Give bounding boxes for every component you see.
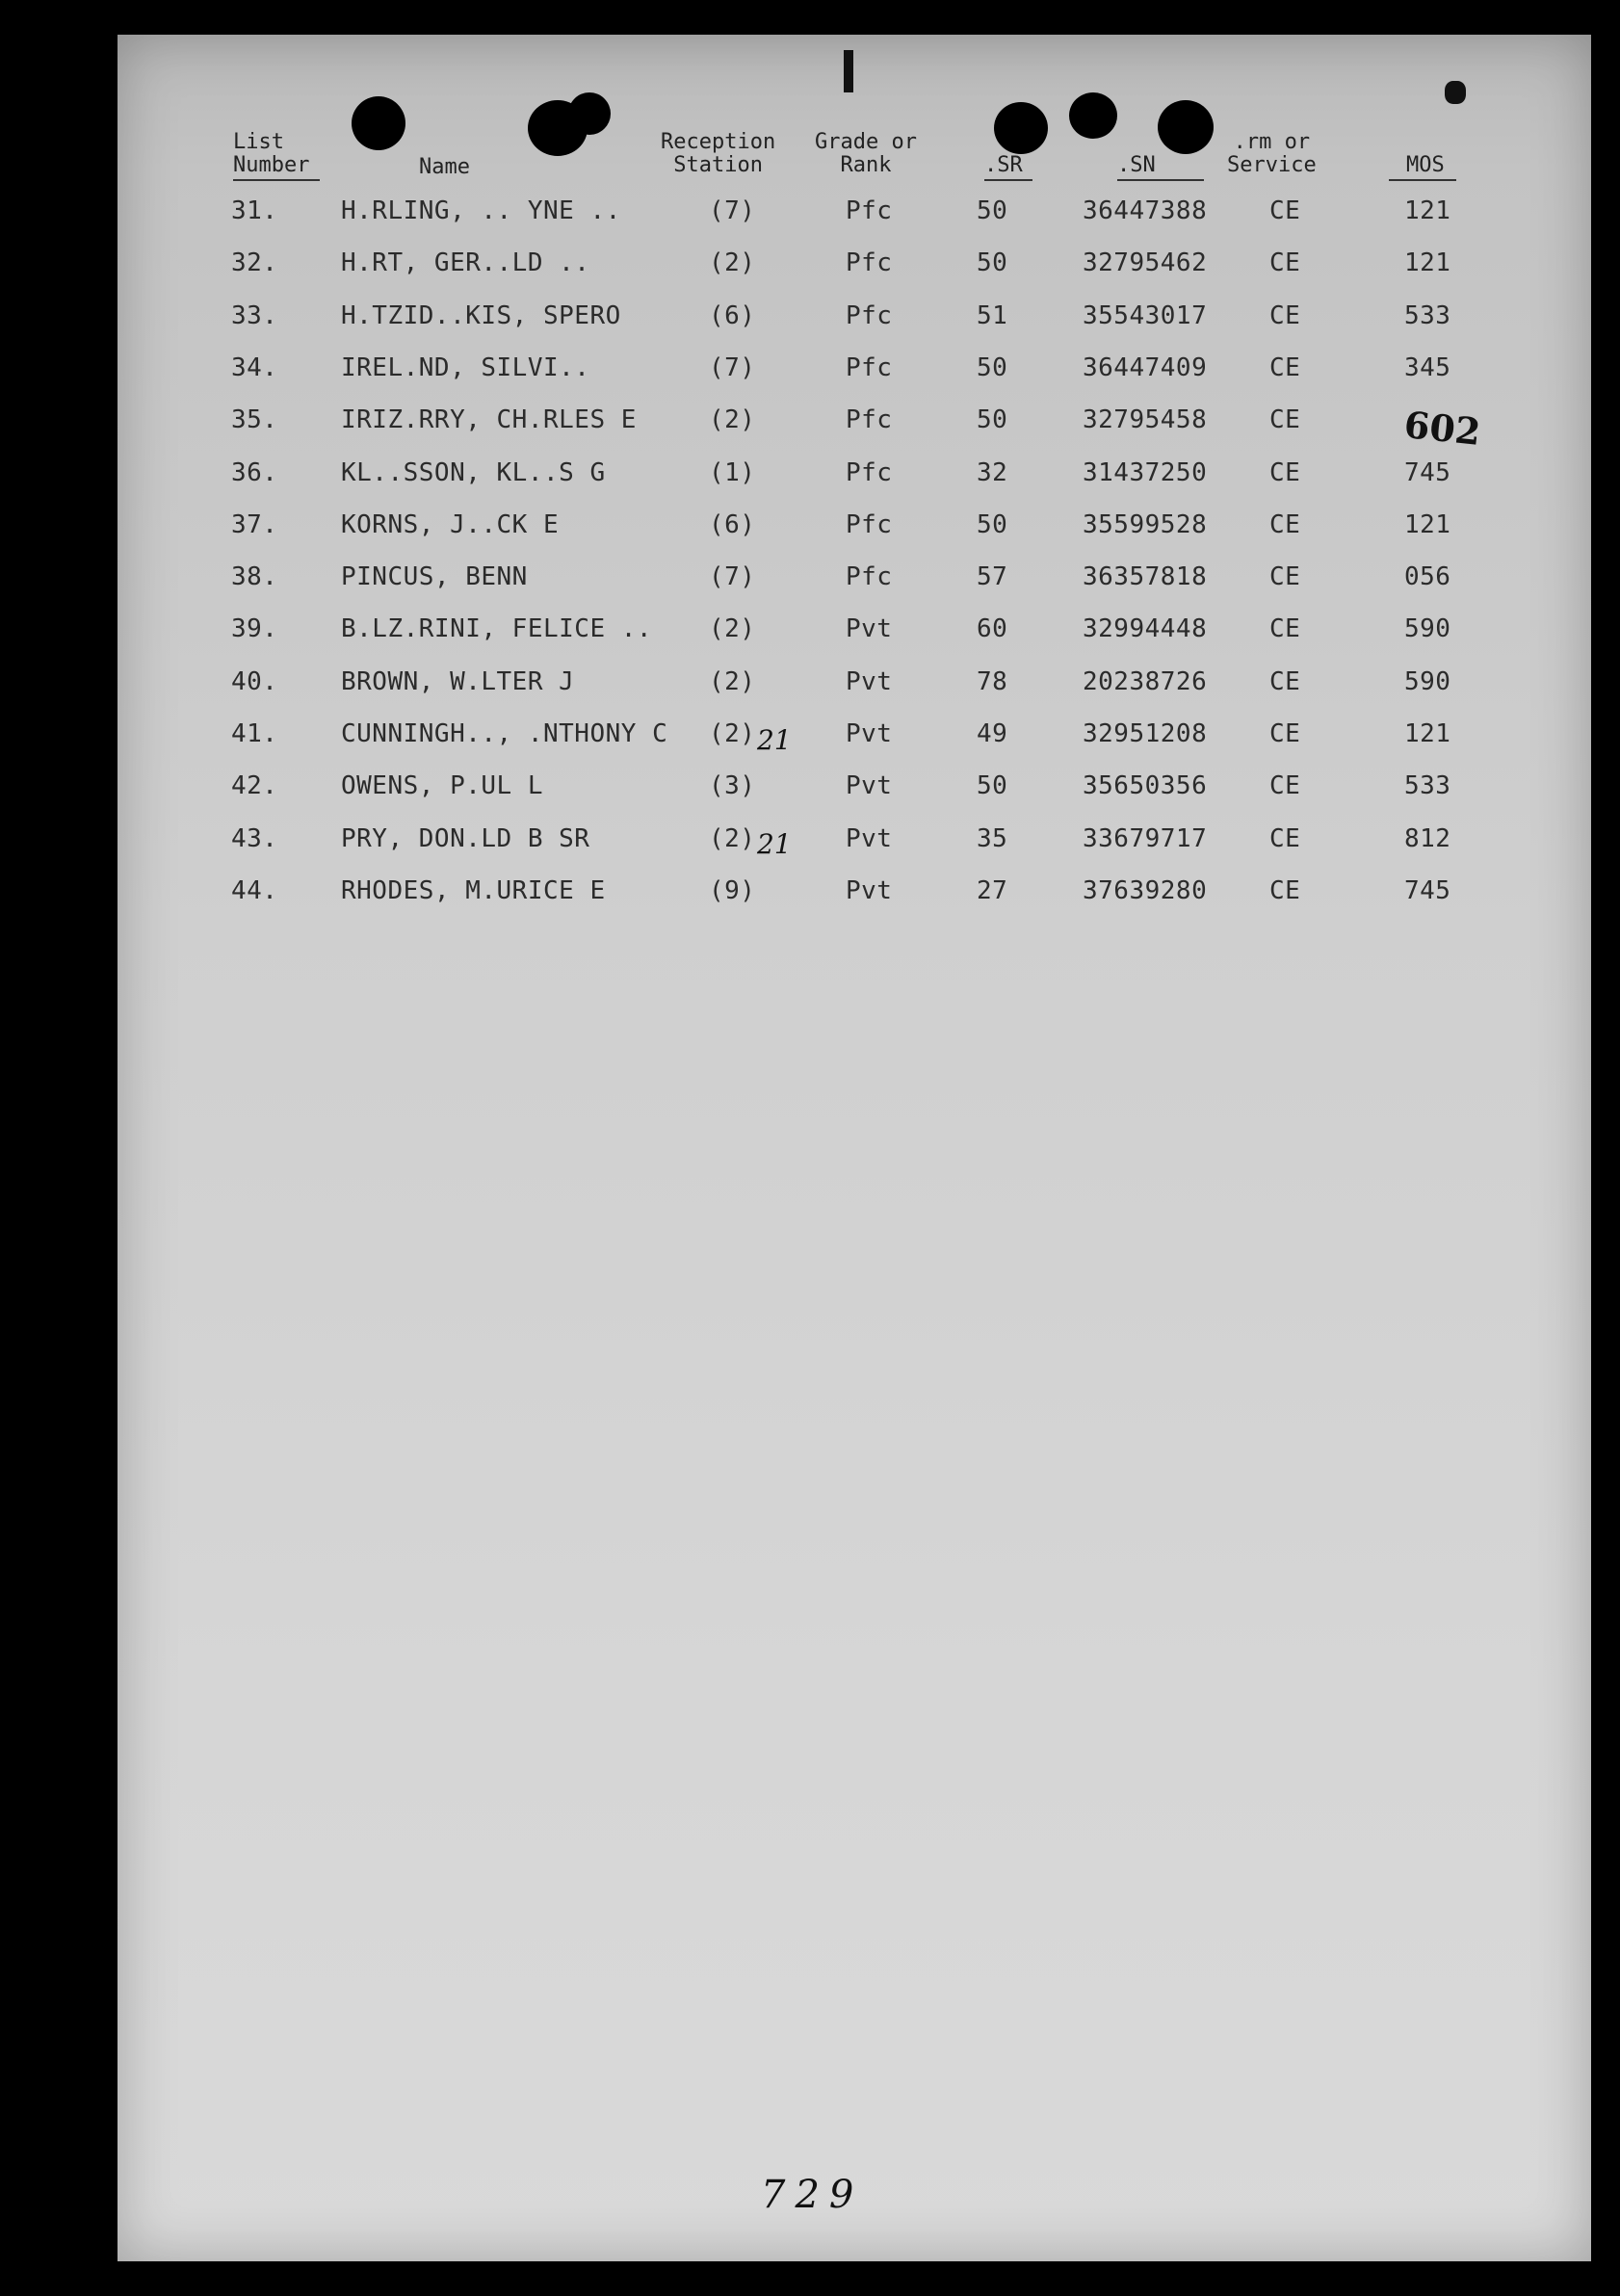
row-reception-station: (7) bbox=[709, 562, 756, 592]
row-asn: 36447409 bbox=[1083, 352, 1208, 382]
row-mos: 345 bbox=[1404, 352, 1451, 382]
row-mos: 590 bbox=[1404, 666, 1451, 696]
row-name: KL..SSON, KL..S G bbox=[341, 457, 606, 487]
row-reception-station: (7) bbox=[709, 352, 756, 382]
header-reception-station: Reception Station bbox=[661, 130, 776, 177]
row-asn: 32795462 bbox=[1083, 248, 1208, 278]
row-asr: 51 bbox=[977, 300, 1008, 330]
row-number: 34. bbox=[231, 352, 278, 382]
row-reception-station: (6) bbox=[709, 509, 756, 539]
row-name: CUNNINGH.., .NTHONY C bbox=[341, 719, 668, 748]
row-mos: 812 bbox=[1404, 823, 1451, 853]
row-grade: Pfc bbox=[846, 196, 893, 225]
row-asn: 20238726 bbox=[1083, 666, 1208, 696]
header-grade-or-rank: Grade or Rank bbox=[815, 130, 917, 177]
header-underline bbox=[1117, 179, 1204, 181]
row-reception-station: (1) bbox=[709, 457, 756, 487]
row-name: PINCUS, BENN bbox=[341, 562, 528, 592]
row-arm-or-service: CE bbox=[1269, 614, 1301, 644]
row-number: 38. bbox=[231, 562, 278, 592]
row-arm-or-service: CE bbox=[1269, 719, 1301, 748]
row-number: 35. bbox=[231, 405, 278, 435]
row-reception-station: (2) bbox=[709, 405, 756, 435]
row-name: B.LZ.RINI, FELICE .. bbox=[341, 614, 653, 644]
row-name: RHODES, M.URICE E bbox=[341, 875, 606, 905]
row-asr: 57 bbox=[977, 562, 1008, 592]
row-name: KORNS, J..CK E bbox=[341, 509, 560, 539]
header-arm-or-service: .rm or Service bbox=[1227, 130, 1317, 177]
row-name: IRIZ.RRY, CH.RLES E bbox=[341, 405, 637, 435]
row-mos: 121 bbox=[1404, 719, 1451, 748]
row-name: H.TZID..KIS, SPERO bbox=[341, 300, 621, 330]
row-number: 41. bbox=[231, 719, 278, 748]
row-arm-or-service: CE bbox=[1269, 248, 1301, 278]
handwritten-correction-row41: 21 bbox=[757, 724, 792, 756]
row-grade: Pvt bbox=[846, 771, 893, 801]
row-reception-station: (7) bbox=[709, 196, 756, 225]
row-reception-station: (2) bbox=[709, 719, 756, 748]
row-asn: 32994448 bbox=[1083, 614, 1208, 644]
row-asr: 32 bbox=[977, 457, 1008, 487]
row-arm-or-service: CE bbox=[1269, 405, 1301, 435]
row-name: OWENS, P.UL L bbox=[341, 771, 543, 801]
header-asr: .SR bbox=[984, 153, 1023, 177]
row-mos: 056 bbox=[1404, 562, 1451, 592]
row-arm-or-service: CE bbox=[1269, 823, 1301, 853]
header-mos: MOS bbox=[1406, 153, 1445, 177]
row-mos: 533 bbox=[1404, 300, 1451, 330]
row-number: 39. bbox=[231, 614, 278, 644]
row-mos: 533 bbox=[1404, 771, 1451, 801]
row-mos: 121 bbox=[1404, 196, 1451, 225]
row-mos: 745 bbox=[1404, 875, 1451, 905]
row-reception-station: (2) bbox=[709, 666, 756, 696]
row-grade: Pvt bbox=[846, 666, 893, 696]
header-underline bbox=[1389, 179, 1456, 181]
row-number: 36. bbox=[231, 457, 278, 487]
row-reception-station: (2) bbox=[709, 614, 756, 644]
row-arm-or-service: CE bbox=[1269, 196, 1301, 225]
header-name: Name bbox=[419, 155, 470, 179]
row-grade: Pfc bbox=[846, 248, 893, 278]
handwritten-correction-row43: 21 bbox=[757, 828, 792, 860]
row-arm-or-service: CE bbox=[1269, 352, 1301, 382]
row-arm-or-service: CE bbox=[1269, 875, 1301, 905]
row-number: 43. bbox=[231, 823, 278, 853]
row-arm-or-service: CE bbox=[1269, 666, 1301, 696]
row-mos: 121 bbox=[1404, 248, 1451, 278]
row-name: PRY, DON.LD B SR bbox=[341, 823, 590, 853]
row-arm-or-service: CE bbox=[1269, 562, 1301, 592]
row-grade: Pvt bbox=[846, 614, 893, 644]
row-grade: Pfc bbox=[846, 562, 893, 592]
fastener-mark bbox=[1445, 81, 1466, 104]
row-grade: Pvt bbox=[846, 719, 893, 748]
row-number: 37. bbox=[231, 509, 278, 539]
row-asn: 35599528 bbox=[1083, 509, 1208, 539]
row-asr: 50 bbox=[977, 352, 1008, 382]
row-reception-station: (6) bbox=[709, 300, 756, 330]
row-number: 40. bbox=[231, 666, 278, 696]
punch-hole bbox=[568, 92, 611, 135]
row-reception-station: (2) bbox=[709, 248, 756, 278]
header-list-number: List Number bbox=[233, 130, 310, 177]
row-asr: 49 bbox=[977, 719, 1008, 748]
row-name: H.RT, GER..LD .. bbox=[341, 248, 590, 278]
row-number: 31. bbox=[231, 196, 278, 225]
row-arm-or-service: CE bbox=[1269, 509, 1301, 539]
row-number: 42. bbox=[231, 771, 278, 801]
row-asn: 37639280 bbox=[1083, 875, 1208, 905]
fastener-mark bbox=[844, 50, 853, 92]
row-grade: Pfc bbox=[846, 405, 893, 435]
punch-hole bbox=[352, 96, 405, 150]
row-asr: 50 bbox=[977, 771, 1008, 801]
punch-hole bbox=[1069, 92, 1117, 139]
row-asr: 50 bbox=[977, 405, 1008, 435]
header-asn: .SN bbox=[1117, 153, 1156, 177]
row-asr: 50 bbox=[977, 248, 1008, 278]
row-mos: 745 bbox=[1404, 457, 1451, 487]
row-arm-or-service: CE bbox=[1269, 300, 1301, 330]
row-grade: Pvt bbox=[846, 823, 893, 853]
row-asn: 35650356 bbox=[1083, 771, 1208, 801]
row-number: 44. bbox=[231, 875, 278, 905]
row-grade: Pfc bbox=[846, 509, 893, 539]
row-name: IREL.ND, SILVI.. bbox=[341, 352, 590, 382]
row-mos: 121 bbox=[1404, 509, 1451, 539]
row-grade: Pfc bbox=[846, 300, 893, 330]
row-reception-station: (2) bbox=[709, 823, 756, 853]
row-reception-station: (3) bbox=[709, 771, 756, 801]
row-asr: 60 bbox=[977, 614, 1008, 644]
row-asn: 32951208 bbox=[1083, 719, 1208, 748]
row-number: 33. bbox=[231, 300, 278, 330]
stamped-number-602: 602 bbox=[1401, 402, 1483, 455]
row-name: BROWN, W.LTER J bbox=[341, 666, 575, 696]
row-asr: 27 bbox=[977, 875, 1008, 905]
row-asn: 35543017 bbox=[1083, 300, 1208, 330]
row-asr: 50 bbox=[977, 509, 1008, 539]
row-asn: 33679717 bbox=[1083, 823, 1208, 853]
row-number: 32. bbox=[231, 248, 278, 278]
row-grade: Pfc bbox=[846, 457, 893, 487]
row-reception-station: (9) bbox=[709, 875, 756, 905]
row-asn: 32795458 bbox=[1083, 405, 1208, 435]
row-asr: 35 bbox=[977, 823, 1008, 853]
page-number: 729 bbox=[761, 2173, 864, 2217]
row-grade: Pfc bbox=[846, 352, 893, 382]
punch-hole bbox=[994, 102, 1048, 154]
row-asn: 36357818 bbox=[1083, 562, 1208, 592]
row-name: H.RLING, .. YNE .. bbox=[341, 196, 621, 225]
row-asr: 78 bbox=[977, 666, 1008, 696]
row-arm-or-service: CE bbox=[1269, 771, 1301, 801]
row-asn: 36447388 bbox=[1083, 196, 1208, 225]
punch-hole bbox=[1158, 100, 1214, 154]
row-grade: Pvt bbox=[846, 875, 893, 905]
row-asn: 31437250 bbox=[1083, 457, 1208, 487]
row-mos: 590 bbox=[1404, 614, 1451, 644]
header-underline bbox=[984, 179, 1032, 181]
row-arm-or-service: CE bbox=[1269, 457, 1301, 487]
row-asr: 50 bbox=[977, 196, 1008, 225]
header-underline bbox=[233, 179, 320, 181]
